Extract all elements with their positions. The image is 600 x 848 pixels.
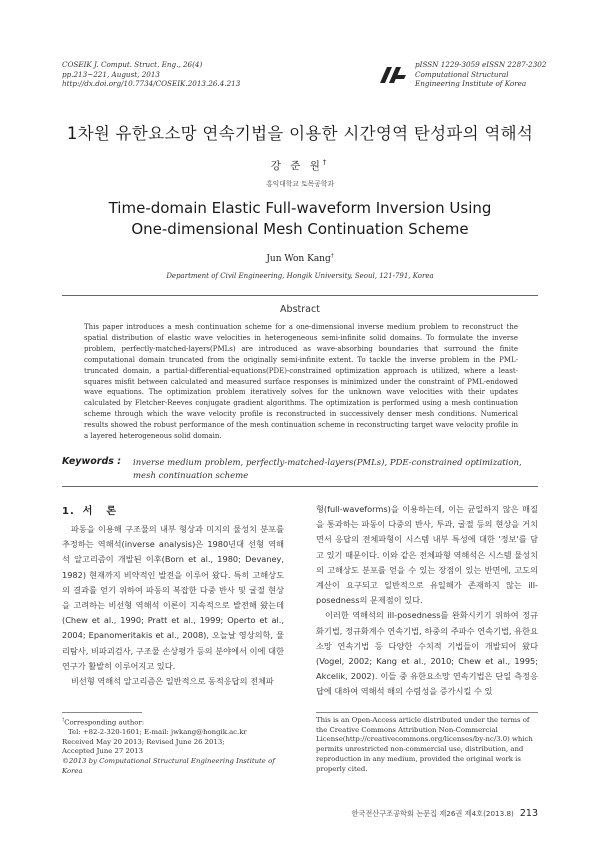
title-english-line2: One-dimensional Mesh Continuation Scheme bbox=[131, 220, 469, 238]
keywords-label: Keywords : bbox=[62, 456, 122, 467]
body-column-left bbox=[62, 522, 284, 689]
journal-logo-icon bbox=[378, 66, 408, 84]
footer-journal: 한국전산구조공학회 논문집 제26권 제4호(2013.8) bbox=[351, 809, 514, 818]
author-english bbox=[40, 253, 560, 264]
open-access-notice: This is an Open-Access article distributed under the terms of the Creative Commons Attribution Non-Commercial License(http://creativecommons.org/licenses/by-nc/3.0) which permits unrestricted non-commercial use, distribution, and reproduction in any medium, provided the original work is properly cited. bbox=[316, 716, 533, 773]
paragraph: 형(full-waveforms)을 이용하는데, 이는 균일하지 않은 매질을 통과하는 파동이 다중의 반사, 투과, 굴절 등의 현상을 거치면서 응답의 전체파형이 시스템 내부 특성에 대한 '정보'를 담고 있기 때문이다. 이와 같은 전체파형 역해석은 시스템 물성치의 고해상도 분포를 얻을 수 있는 장점이 있는 반면에, 고도의 계산이 요구되고 일반적으로 유일해가 존재하지 않는 ill-posedness의 문제점이 있다. bbox=[316, 504, 538, 606]
accepted-date: Accepted June 27 2013 bbox=[62, 747, 144, 756]
title-korean: 1차원 유한요소망 연속기법을 이용한 시간영역 탄성파의 역해석 bbox=[66, 124, 534, 143]
paragraph: 비선형 역해석 알고리즘은 일반적으로 동적응답의 전체파 bbox=[71, 676, 274, 687]
footnote-rule-right bbox=[316, 712, 538, 713]
title-english-line1: Time-domain Elastic Full-waveform Inversion Using bbox=[108, 199, 492, 217]
keywords-text: inverse medium problem, perfectly-matched-layers(PMLs), PDE-constrained optimization, mesh continuation scheme bbox=[133, 458, 522, 481]
publisher-line2: Engineering Institute of Korea bbox=[415, 79, 527, 89]
author-english-name: Jun Won Kang bbox=[266, 254, 331, 264]
footnote-rule-left bbox=[62, 712, 142, 713]
publisher-line1: Computational Structural bbox=[415, 69, 509, 79]
affiliation-english: Department of Civil Engineering, Hongik University, Seoul, 121-791, Korea bbox=[166, 272, 434, 280]
affiliation-korean: 홍익대학교 토목공학과 bbox=[266, 180, 334, 188]
journal-header-right bbox=[415, 60, 546, 89]
body-column-right bbox=[316, 502, 538, 700]
abstract-heading: Abstract bbox=[280, 304, 320, 315]
received-date: Received May 20 2013; Revised June 26 2013; bbox=[62, 737, 225, 746]
section-heading bbox=[62, 502, 130, 517]
keywords-bottom-rule bbox=[62, 486, 538, 487]
copyright: ©2013 by Computational Structural Engineering Institute of Korea bbox=[62, 757, 275, 775]
abstract-top-rule bbox=[62, 295, 538, 296]
corresponding-label bbox=[62, 716, 284, 728]
journal-pages: pp.213~221, August, 2013 bbox=[62, 69, 161, 79]
journal-citation: COSEIK J. Comput. Struct. Eng., 26(4) bbox=[62, 60, 203, 69]
doi-link[interactable]: http://dx.doi.org/10.7734/COSEIK.2013.26.4.213 bbox=[62, 79, 241, 89]
footnote-corresponding bbox=[62, 716, 284, 777]
page-footer bbox=[260, 808, 538, 819]
corresponding-mark: † bbox=[322, 158, 330, 167]
issn: pISSN 1229-3059 eISSN 2287-2302 bbox=[415, 60, 547, 69]
paragraph: 파동을 이용해 구조물의 내부 형상과 미지의 물성치 분포를 추정하는 역해석(inverse analysis)은 1980년대 선형 역해석 알고리즘이 개발된 이후(Born et al., 1980; Devaney, 1982) 현재까지 비약적인 발전을 이루어 왔다. 특히 고해상도의 결과를 얻기 위하여 파동의 복잡한 다중 반사 및 굴절 현상을 고려하는 비선형 역해석 이론이 지속적으로 발전해 왔는데(Chew et al., 1990; Pratt et al., 1999; Operto et al., 2004; Epanomeritakis et al., 2008), 오늘날 영상의학, 물리탐사, 비파괴검사, 구조물 손상평가 등의 분야에서 이에 대한 연구가 활발히 이루어지고 있다. bbox=[62, 524, 284, 671]
contact-info[interactable]: Tel: +82-2-320-1601; E-mail: jwkang@hongik.ac.kr bbox=[68, 728, 247, 736]
section-title: 서론 bbox=[82, 506, 131, 517]
section-number: 1. bbox=[62, 506, 75, 517]
title-english bbox=[40, 198, 560, 240]
page-number: 213 bbox=[519, 808, 538, 819]
author-korean bbox=[40, 158, 560, 173]
footnote-mark: † bbox=[62, 718, 65, 723]
abstract-body: This paper introduces a mesh continuation scheme for a one-dimensional inverse medium problem to reconstruct the spatial distribution of elastic wave velocities in heterogeneous semi-infinite solid domains. To formulate the inverse problem, perfectly-matched-layers(PMLs) are introduced as wave-absorbing boundaries that surround the finite computational domain truncated from the originally semi-infinite extent. To tackle the inverse problem in the PML-truncated domain, a partial-differential-equations(PDE)-constrained optimization approach is utilized, where a least-squares misfit between calculated and measured surface responses is minimized under the constraint of PML-endowed wave equations. The optimization problem iteratively solves for the unknown wave velocities with their updates calculated by Fletcher-Reeves conjugate gradient algorithms. The optimization is performed using a mesh continuation scheme through which the wave velocity profile is reconstructed in successively denser mesh conditions. Numerical results showed the robust performance of the mesh continuation scheme in reconstructing target wave velocity profile in a layered heterogeneous solid domain. bbox=[84, 323, 518, 441]
corresponding-mark-en: † bbox=[330, 253, 334, 259]
corresponding-author-label: Corresponding author: bbox=[64, 718, 145, 727]
author-korean-name: 강 준 원 bbox=[270, 160, 323, 172]
paragraph: 이러한 역해석의 ill-posedness를 완화시키기 위하여 정규화기법, 정규화계수 연속기법, 하중의 주파수 연속기법, 유한요소망 연속기법 등 다양한 수치적 기법들이 개발되어 왔다(Vogel, 2002; Kang et al., 2010; Chew et al., 1995; Akcelik, 2002). 이들 중 유한요소망 연속기법은 단일 측정응답에 대하여 역해석 해의 수렴성을 증가시킬 수 있 bbox=[316, 610, 538, 697]
journal-header-left bbox=[62, 60, 240, 89]
